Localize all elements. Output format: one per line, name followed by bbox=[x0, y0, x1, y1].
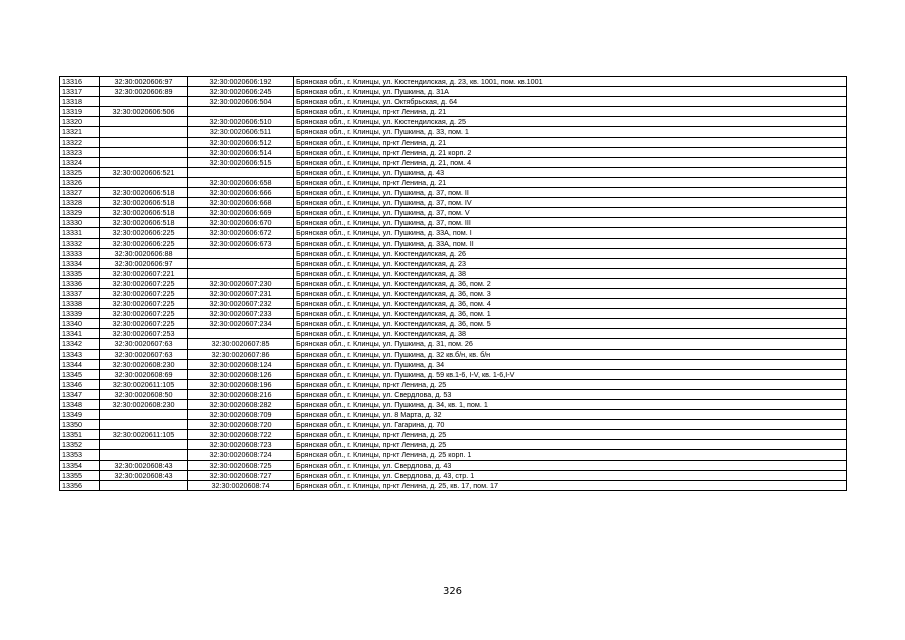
row-number-cell: 13331 bbox=[60, 228, 100, 238]
object-cadastral-number-cell bbox=[188, 258, 294, 268]
cadastral-number-cell: 32:30:0020607:225 bbox=[100, 309, 188, 319]
cadastral-number-cell bbox=[100, 410, 188, 420]
address-cell: Брянская обл., г. Клинцы, ул. Пушкина, д. 34 bbox=[294, 359, 847, 369]
row-number-cell: 13345 bbox=[60, 369, 100, 379]
object-cadastral-number-cell: 32:30:0020608:720 bbox=[188, 420, 294, 430]
cadastral-number-cell: 32:30:0020607:63 bbox=[100, 349, 188, 359]
object-cadastral-number-cell: 32:30:0020606:510 bbox=[188, 117, 294, 127]
object-cadastral-number-cell: 32:30:0020607:233 bbox=[188, 309, 294, 319]
object-cadastral-number-cell: 32:30:0020608:727 bbox=[188, 470, 294, 480]
cadastral-number-cell bbox=[100, 420, 188, 430]
cadastral-number-cell bbox=[100, 127, 188, 137]
address-cell: Брянская обл., г. Клинцы, ул. Кюстендилская, д. 23, кв. 1001, пом. кв.1001 bbox=[294, 77, 847, 87]
row-number-cell: 13318 bbox=[60, 97, 100, 107]
table-row bbox=[60, 339, 847, 349]
object-cadastral-number-cell: 32:30:0020606:514 bbox=[188, 147, 294, 157]
address-cell: Брянская обл., г. Клинцы, ул. Свердлова, д. 43, стр. 1 bbox=[294, 470, 847, 480]
table-row bbox=[60, 440, 847, 450]
address-cell: Брянская обл., г. Клинцы, ул. Пушкина, д. 34, кв. 1, пом. 1 bbox=[294, 400, 847, 410]
table-row bbox=[60, 450, 847, 460]
table-row bbox=[60, 77, 847, 87]
cadastral-number-cell: 32:30:0020606:518 bbox=[100, 208, 188, 218]
cadastral-number-cell: 32:30:0020607:225 bbox=[100, 319, 188, 329]
cadastral-number-cell: 32:30:0020608:43 bbox=[100, 460, 188, 470]
object-cadastral-number-cell: 32:30:0020606:670 bbox=[188, 218, 294, 228]
table-row bbox=[60, 238, 847, 248]
cadastral-registry-table bbox=[59, 76, 847, 491]
row-number-cell: 13335 bbox=[60, 268, 100, 278]
table-row bbox=[60, 127, 847, 137]
address-cell: Брянская обл., г. Клинцы, ул. Кюстендилская, д. 36, пом. 2 bbox=[294, 278, 847, 288]
address-cell: Брянская обл., г. Клинцы, пр-кт Ленина, д. 21 bbox=[294, 137, 847, 147]
cadastral-number-cell: 32:30:0020606:225 bbox=[100, 228, 188, 238]
table-row bbox=[60, 248, 847, 258]
object-cadastral-number-cell: 32:30:0020608:724 bbox=[188, 450, 294, 460]
cadastral-number-cell bbox=[100, 97, 188, 107]
row-number-cell: 13341 bbox=[60, 329, 100, 339]
cadastral-number-cell bbox=[100, 157, 188, 167]
object-cadastral-number-cell: 32:30:0020608:216 bbox=[188, 389, 294, 399]
object-cadastral-number-cell: 32:30:0020606:658 bbox=[188, 177, 294, 187]
row-number-cell: 13355 bbox=[60, 470, 100, 480]
row-number-cell: 13329 bbox=[60, 208, 100, 218]
address-cell: Брянская обл., г. Клинцы, пр-кт Ленина, д. 25 bbox=[294, 430, 847, 440]
row-number-cell: 13342 bbox=[60, 339, 100, 349]
address-cell: Брянская обл., г. Клинцы, ул. Кюстендилская, д. 23 bbox=[294, 258, 847, 268]
row-number-cell: 13316 bbox=[60, 77, 100, 87]
row-number-cell: 13339 bbox=[60, 309, 100, 319]
cadastral-number-cell: 32:30:0020607:253 bbox=[100, 329, 188, 339]
cadastral-number-cell: 32:30:0020607:225 bbox=[100, 288, 188, 298]
object-cadastral-number-cell: 32:30:0020608:725 bbox=[188, 460, 294, 470]
object-cadastral-number-cell bbox=[188, 248, 294, 258]
row-number-cell: 13328 bbox=[60, 198, 100, 208]
table-row bbox=[60, 389, 847, 399]
object-cadastral-number-cell: 32:30:0020607:230 bbox=[188, 278, 294, 288]
cadastral-number-cell: 32:30:0020611:105 bbox=[100, 430, 188, 440]
row-number-cell: 13354 bbox=[60, 460, 100, 470]
address-cell: Брянская обл., г. Клинцы, ул. Пушкина, д. 37, пом. V bbox=[294, 208, 847, 218]
object-cadastral-number-cell: 32:30:0020608:74 bbox=[188, 480, 294, 490]
cadastral-number-cell: 32:30:0020606:97 bbox=[100, 258, 188, 268]
row-number-cell: 13326 bbox=[60, 177, 100, 187]
table-row bbox=[60, 177, 847, 187]
address-cell: Брянская обл., г. Клинцы, ул. Пушкина, д. 59 кв.1-6, I-V, кв. 1-6,I-V bbox=[294, 369, 847, 379]
address-cell: Брянская обл., г. Клинцы, ул. Кюстендилская, д. 36, пом. 3 bbox=[294, 288, 847, 298]
object-cadastral-number-cell bbox=[188, 167, 294, 177]
row-number-cell: 13334 bbox=[60, 258, 100, 268]
table-row bbox=[60, 157, 847, 167]
address-cell: Брянская обл., г. Клинцы, ул. Пушкина, д. 31А bbox=[294, 87, 847, 97]
cadastral-number-cell: 32:30:0020606:518 bbox=[100, 218, 188, 228]
cadastral-number-cell: 32:30:0020606:521 bbox=[100, 167, 188, 177]
cadastral-number-cell: 32:30:0020608:50 bbox=[100, 389, 188, 399]
row-number-cell: 13330 bbox=[60, 218, 100, 228]
object-cadastral-number-cell: 32:30:0020606:192 bbox=[188, 77, 294, 87]
address-cell: Брянская обл., г. Клинцы, ул. Гагарина, д. 70 bbox=[294, 420, 847, 430]
row-number-cell: 13344 bbox=[60, 359, 100, 369]
table-row bbox=[60, 147, 847, 157]
address-cell: Брянская обл., г. Клинцы, ул. Пушкина, д. 33А, пом. II bbox=[294, 238, 847, 248]
cadastral-number-cell: 32:30:0020607:225 bbox=[100, 278, 188, 288]
object-cadastral-number-cell: 32:30:0020606:245 bbox=[188, 87, 294, 97]
row-number-cell: 13346 bbox=[60, 379, 100, 389]
object-cadastral-number-cell: 32:30:0020606:511 bbox=[188, 127, 294, 137]
table-row bbox=[60, 430, 847, 440]
address-cell: Брянская обл., г. Клинцы, ул. Кюстендилская, д. 36, пом. 4 bbox=[294, 299, 847, 309]
address-cell: Брянская обл., г. Клинцы, ул. Свердлова, д. 43 bbox=[294, 460, 847, 470]
object-cadastral-number-cell: 32:30:0020606:668 bbox=[188, 198, 294, 208]
table-row bbox=[60, 420, 847, 430]
row-number-cell: 13319 bbox=[60, 107, 100, 117]
object-cadastral-number-cell: 32:30:0020606:672 bbox=[188, 228, 294, 238]
object-cadastral-number-cell: 32:30:0020607:231 bbox=[188, 288, 294, 298]
cadastral-number-cell bbox=[100, 450, 188, 460]
object-cadastral-number-cell: 32:30:0020608:722 bbox=[188, 430, 294, 440]
cadastral-number-cell bbox=[100, 117, 188, 127]
table-row bbox=[60, 329, 847, 339]
table-row bbox=[60, 117, 847, 127]
object-cadastral-number-cell: 32:30:0020607:86 bbox=[188, 349, 294, 359]
row-number-cell: 13322 bbox=[60, 137, 100, 147]
object-cadastral-number-cell: 32:30:0020608:282 bbox=[188, 400, 294, 410]
address-cell: Брянская обл., г. Клинцы, ул. Пушкина, д. 37, пом. II bbox=[294, 188, 847, 198]
row-number-cell: 13332 bbox=[60, 238, 100, 248]
row-number-cell: 13324 bbox=[60, 157, 100, 167]
address-cell: Брянская обл., г. Клинцы, ул. 8 Марта, д. 32 bbox=[294, 410, 847, 420]
cadastral-number-cell: 32:30:0020608:43 bbox=[100, 470, 188, 480]
object-cadastral-number-cell: 32:30:0020606:666 bbox=[188, 188, 294, 198]
table-row bbox=[60, 107, 847, 117]
table-row bbox=[60, 167, 847, 177]
row-number-cell: 13320 bbox=[60, 117, 100, 127]
table-row bbox=[60, 319, 847, 329]
cadastral-number-cell bbox=[100, 137, 188, 147]
table-row bbox=[60, 379, 847, 389]
cadastral-number-cell: 32:30:0020608:230 bbox=[100, 400, 188, 410]
table-row bbox=[60, 87, 847, 97]
cadastral-number-cell: 32:30:0020608:230 bbox=[100, 359, 188, 369]
row-number-cell: 13340 bbox=[60, 319, 100, 329]
table-row bbox=[60, 278, 847, 288]
cadastral-number-cell: 32:30:0020607:63 bbox=[100, 339, 188, 349]
address-cell: Брянская обл., г. Клинцы, ул. Кюстендилская, д. 36, пом. 1 bbox=[294, 309, 847, 319]
address-cell: Брянская обл., г. Клинцы, пр-кт Ленина, д. 25 корп. 1 bbox=[294, 450, 847, 460]
table-row bbox=[60, 349, 847, 359]
table-row bbox=[60, 198, 847, 208]
row-number-cell: 13347 bbox=[60, 389, 100, 399]
address-cell: Брянская обл., г. Клинцы, ул. Октябрьская, д. 64 bbox=[294, 97, 847, 107]
cadastral-number-cell: 32:30:0020608:69 bbox=[100, 369, 188, 379]
address-cell: Брянская обл., г. Клинцы, ул. Кюстендилская, д. 26 bbox=[294, 248, 847, 258]
page-number: 326 bbox=[442, 586, 463, 597]
row-number-cell: 13351 bbox=[60, 430, 100, 440]
row-number-cell: 13348 bbox=[60, 400, 100, 410]
address-cell: Брянская обл., г. Клинцы, ул. Пушкина, д. 31, пом. 26 bbox=[294, 339, 847, 349]
table-row bbox=[60, 288, 847, 298]
object-cadastral-number-cell: 32:30:0020606:669 bbox=[188, 208, 294, 218]
object-cadastral-number-cell: 32:30:0020606:512 bbox=[188, 137, 294, 147]
address-cell: Брянская обл., г. Клинцы, ул. Пушкина, д. 37, пом. III bbox=[294, 218, 847, 228]
object-cadastral-number-cell: 32:30:0020608:124 bbox=[188, 359, 294, 369]
row-number-cell: 13356 bbox=[60, 480, 100, 490]
address-cell: Брянская обл., г. Клинцы, ул. Кюстендилская, д. 36, пом. 5 bbox=[294, 319, 847, 329]
table-row bbox=[60, 218, 847, 228]
table-row bbox=[60, 480, 847, 490]
address-cell: Брянская обл., г. Клинцы, ул. Свердлова, д. 53 bbox=[294, 389, 847, 399]
table-row bbox=[60, 97, 847, 107]
row-number-cell: 13333 bbox=[60, 248, 100, 258]
cadastral-number-cell bbox=[100, 440, 188, 450]
object-cadastral-number-cell: 32:30:0020608:709 bbox=[188, 410, 294, 420]
object-cadastral-number-cell bbox=[188, 268, 294, 278]
table-row bbox=[60, 258, 847, 268]
address-cell: Брянская обл., г. Клинцы, ул. Кюстендилская, д. 38 bbox=[294, 329, 847, 339]
object-cadastral-number-cell: 32:30:0020608:126 bbox=[188, 369, 294, 379]
row-number-cell: 13323 bbox=[60, 147, 100, 157]
object-cadastral-number-cell: 32:30:0020606:504 bbox=[188, 97, 294, 107]
address-cell: Брянская обл., г. Клинцы, пр-кт Ленина, д. 21 bbox=[294, 107, 847, 117]
cadastral-number-cell bbox=[100, 480, 188, 490]
table-row bbox=[60, 470, 847, 480]
row-number-cell: 13336 bbox=[60, 278, 100, 288]
table-row bbox=[60, 400, 847, 410]
row-number-cell: 13327 bbox=[60, 188, 100, 198]
row-number-cell: 13353 bbox=[60, 450, 100, 460]
table-row bbox=[60, 369, 847, 379]
address-cell: Брянская обл., г. Клинцы, ул. Пушкина, д. 33, пом. 1 bbox=[294, 127, 847, 137]
address-cell: Брянская обл., г. Клинцы, пр-кт Ленина, д. 21, пом. 4 bbox=[294, 157, 847, 167]
table-body bbox=[60, 77, 847, 491]
object-cadastral-number-cell: 32:30:0020607:232 bbox=[188, 299, 294, 309]
cadastral-number-cell: 32:30:0020606:89 bbox=[100, 87, 188, 97]
row-number-cell: 13350 bbox=[60, 420, 100, 430]
table-row bbox=[60, 309, 847, 319]
object-cadastral-number-cell: 32:30:0020607:85 bbox=[188, 339, 294, 349]
row-number-cell: 13325 bbox=[60, 167, 100, 177]
cadastral-number-cell: 32:30:0020606:88 bbox=[100, 248, 188, 258]
address-cell: Брянская обл., г. Клинцы, ул. Пушкина, д. 32 кв.б/н, кв. б/н bbox=[294, 349, 847, 359]
address-cell: Брянская обл., г. Клинцы, ул. Кюстендилская, д. 25 bbox=[294, 117, 847, 127]
address-cell: Брянская обл., г. Клинцы, пр-кт Ленина, д. 25 bbox=[294, 440, 847, 450]
object-cadastral-number-cell: 32:30:0020606:515 bbox=[188, 157, 294, 167]
cadastral-number-cell bbox=[100, 177, 188, 187]
address-cell: Брянская обл., г. Клинцы, ул. Кюстендилская, д. 38 bbox=[294, 268, 847, 278]
row-number-cell: 13338 bbox=[60, 299, 100, 309]
cadastral-number-cell: 32:30:0020611:105 bbox=[100, 379, 188, 389]
table-row bbox=[60, 137, 847, 147]
object-cadastral-number-cell: 32:30:0020606:673 bbox=[188, 238, 294, 248]
table-row bbox=[60, 460, 847, 470]
cadastral-number-cell: 32:30:0020606:518 bbox=[100, 188, 188, 198]
row-number-cell: 13349 bbox=[60, 410, 100, 420]
table-row bbox=[60, 410, 847, 420]
row-number-cell: 13337 bbox=[60, 288, 100, 298]
cadastral-number-cell: 32:30:0020607:225 bbox=[100, 299, 188, 309]
address-cell: Брянская обл., г. Клинцы, пр-кт Ленина, д. 25, кв. 17, пом. 17 bbox=[294, 480, 847, 490]
cadastral-number-cell: 32:30:0020606:518 bbox=[100, 198, 188, 208]
row-number-cell: 13352 bbox=[60, 440, 100, 450]
address-cell: Брянская обл., г. Клинцы, пр-кт Ленина, д. 21 корп. 2 bbox=[294, 147, 847, 157]
cadastral-number-cell: 32:30:0020607:221 bbox=[100, 268, 188, 278]
row-number-cell: 13343 bbox=[60, 349, 100, 359]
row-number-cell: 13317 bbox=[60, 87, 100, 97]
object-cadastral-number-cell: 32:30:0020607:234 bbox=[188, 319, 294, 329]
table-row bbox=[60, 208, 847, 218]
table-row bbox=[60, 228, 847, 238]
table-row bbox=[60, 359, 847, 369]
address-cell: Брянская обл., г. Клинцы, пр-кт Ленина, д. 25 bbox=[294, 379, 847, 389]
table-row bbox=[60, 299, 847, 309]
address-cell: Брянская обл., г. Клинцы, ул. Пушкина, д. 43 bbox=[294, 167, 847, 177]
object-cadastral-number-cell bbox=[188, 329, 294, 339]
object-cadastral-number-cell: 32:30:0020608:723 bbox=[188, 440, 294, 450]
address-cell: Брянская обл., г. Клинцы, ул. Пушкина, д. 37, пом. IV bbox=[294, 198, 847, 208]
table-row bbox=[60, 268, 847, 278]
row-number-cell: 13321 bbox=[60, 127, 100, 137]
cadastral-number-cell bbox=[100, 147, 188, 157]
cadastral-number-cell: 32:30:0020606:506 bbox=[100, 107, 188, 117]
address-cell: Брянская обл., г. Клинцы, ул. Пушкина, д. 33А, пом. I bbox=[294, 228, 847, 238]
cadastral-number-cell: 32:30:0020606:225 bbox=[100, 238, 188, 248]
address-cell: Брянская обл., г. Клинцы, пр-кт Ленина, д. 21 bbox=[294, 177, 847, 187]
object-cadastral-number-cell: 32:30:0020608:196 bbox=[188, 379, 294, 389]
table-row bbox=[60, 188, 847, 198]
cadastral-number-cell: 32:30:0020606:97 bbox=[100, 77, 188, 87]
object-cadastral-number-cell bbox=[188, 107, 294, 117]
